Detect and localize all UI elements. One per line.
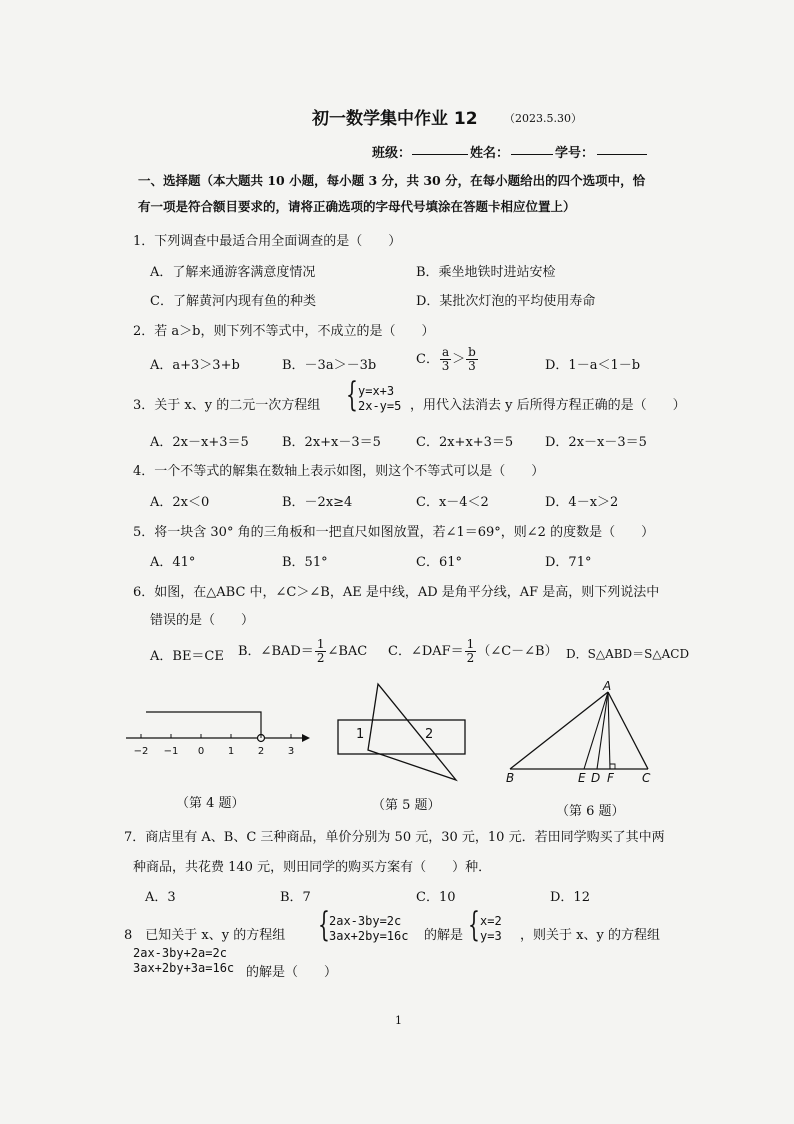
number-label: 学号： [555, 146, 595, 161]
q3-stem-pre: 3．关于 x、y 的二元一次方程组 [133, 398, 321, 413]
name-blank[interactable] [511, 142, 553, 155]
q4-option-a[interactable]: A．2x＜0 [150, 495, 210, 510]
point-a: A [603, 679, 612, 693]
fig4-number-line [118, 700, 318, 760]
q6-option-a[interactable]: A．BE＝CE [150, 649, 224, 664]
q6-c-half: $\frac{1}{2}$ [466, 637, 475, 665]
q6-option-d[interactable]: D．S△ABD＝S△ACD [566, 647, 690, 661]
fig5-label-2: 2 [425, 727, 434, 742]
q8-stem-post: ，则关于 x、y 的方程组 [520, 928, 660, 943]
q6-stem-line2: 错误的是（ ） [150, 613, 255, 628]
right-angle-mark [610, 764, 615, 769]
fig5-triangle-ruler [330, 678, 470, 786]
q8-solution: x=2 y=3 [480, 914, 502, 943]
q1-option-a[interactable]: A．了解来通游客满意度情况 [150, 265, 316, 280]
section-heading-line2: 有一项是符合额目要求的，请将正确选项的字母代号填涂在答题卡相应位置上） [138, 199, 576, 214]
q4-option-d[interactable]: D．4－x＞2 [545, 495, 619, 510]
q2-option-c[interactable]: C． $\frac{a}{3}$ ＞ $\frac{b}{3}$ [416, 345, 476, 373]
q8-system-2: 2ax-3by+2a=2c 3ax+2by+3a=16c [133, 946, 235, 975]
tick-label: 2 [257, 746, 265, 757]
q7-option-b[interactable]: B．7 [280, 890, 311, 905]
q3-option-b[interactable]: B．2x+x－3＝5 [282, 435, 381, 450]
class-blank[interactable] [412, 142, 468, 155]
q2-option-b[interactable]: B．－3a＞－3b [282, 358, 377, 373]
tick-label: 0 [197, 746, 205, 757]
q5-option-c[interactable]: C．61° [416, 555, 462, 570]
q7-option-a[interactable]: A．3 [145, 890, 176, 905]
q8-tail: 的解是（ ） [246, 965, 338, 980]
fig4-caption: （第 4 题） [176, 796, 245, 811]
q7-stem-line2: 种商品，共花费 140 元，则田同学的购买方案有（ ）种． [133, 860, 492, 875]
assignment-date: （2023.5.30） [504, 112, 582, 125]
side-ac [608, 692, 648, 769]
name-label: 姓名： [470, 146, 510, 161]
q2-c-fraction-b: $\frac{b}{3}$ [468, 345, 476, 373]
q3-option-c[interactable]: C．2x+x+3＝5 [416, 435, 514, 450]
number-line-arrow [302, 734, 310, 742]
q3-system: y=x+3 2x-y=5 [358, 384, 402, 413]
tick-label: −2 [133, 746, 149, 757]
q5-stem: 5．将一块含 30° 角的三角板和一把直尺如图放置，若∠1＝69°，则∠2 的度数是（ ） [133, 525, 655, 540]
side-ab [510, 692, 608, 769]
q2-stem: 2．若 a＞b，则下列不等式中，不成立的是（ ） [133, 324, 435, 339]
q2-option-d[interactable]: D．1－a＜1－b [545, 358, 641, 373]
q5-option-b[interactable]: B．51° [282, 555, 328, 570]
tick-label: −1 [163, 746, 179, 757]
page-number: 1 [395, 1014, 402, 1027]
q1-option-b[interactable]: B．乘坐地铁时进站安检 [416, 265, 556, 280]
section-heading-line1: 一、选择题（本大题共 10 小题，每小题 3 分，共 30 分，在每小题给出的四个选项中，恰 [138, 173, 646, 188]
fig5-caption: （第 5 题） [372, 798, 441, 813]
q5-option-d[interactable]: D．71° [545, 555, 592, 570]
solution-ray [146, 712, 261, 734]
fig5-label-1: 1 [356, 727, 365, 742]
q6-stem-line1: 6．如图，在△ABC 中，∠C＞∠B，AE 是中线，AD 是角平分线，AF 是高，则下列说法中 [133, 585, 660, 600]
q3-stem-post: ，用代入法消去 y 后所得方程正确的是（ ） [410, 398, 686, 413]
q8-system-1: 2ax-3by=2c 3ax+2by=16c [329, 914, 409, 943]
point-d: D [591, 771, 601, 785]
q5-option-a[interactable]: A．41° [150, 555, 196, 570]
q6-option-b[interactable]: B．∠BAD＝ $\frac{1}{2}$ ∠BAC [238, 637, 368, 665]
q2-option-a[interactable]: A．a+3＞3+b [150, 358, 240, 373]
point-b: B [506, 771, 515, 785]
q4-stem: 4．一个不等式的解集在数轴上表示如图，则这个不等式可以是（ ） [133, 464, 545, 479]
q7-option-d[interactable]: D．12 [550, 890, 590, 905]
q1-stem: 1．下列调查中最适合用全面调查的是（ ） [133, 234, 402, 249]
fig6-triangle-abc [500, 678, 670, 786]
q3-brace: { [346, 375, 358, 415]
bisector-ad [597, 692, 608, 769]
point-c: C [642, 771, 651, 785]
q6-option-c[interactable]: C．∠DAF＝ $\frac{1}{2}$ （∠C－∠B） [388, 637, 558, 665]
q2-c-fraction-a: $\frac{a}{3}$ [441, 345, 450, 373]
q1-option-d[interactable]: D．某批次灯泡的平均使用寿命 [416, 294, 596, 309]
q1-option-c[interactable]: C．了解黄河内现有鱼的种类 [150, 294, 316, 309]
q7-option-c[interactable]: C．10 [416, 890, 456, 905]
q8-stem-pre: 8 已知关于 x、y 的方程组 [124, 928, 286, 943]
fig6-caption: （第 6 题） [556, 804, 625, 819]
page-title: 初一数学集中作业 12 [312, 109, 478, 129]
q6-b-half: $\frac{1}{2}$ [316, 637, 325, 665]
point-f: F [607, 771, 614, 785]
q3-option-d[interactable]: D．2x－x－3＝5 [545, 435, 647, 450]
q8-mid: 的解是 [424, 928, 464, 943]
tick-label: 3 [287, 746, 295, 757]
point-e: E [578, 771, 586, 785]
q4-option-b[interactable]: B．－2x≥4 [282, 495, 353, 510]
q8-brace-1: { [318, 905, 330, 945]
altitude-af [608, 692, 610, 769]
q3-option-a[interactable]: A．2x－x+3＝5 [150, 435, 249, 450]
q4-option-c[interactable]: C．x－4＜2 [416, 495, 489, 510]
class-label: 班级： [372, 146, 412, 161]
number-blank[interactable] [597, 142, 647, 155]
q7-stem-line1: 7．商店里有 A、B、C 三种商品，单价分别为 50 元，30 元，10 元．若田同学购买了其中两 [124, 830, 665, 845]
q2-c-label: C． [416, 352, 439, 367]
tick-label: 1 [227, 746, 235, 757]
set-square-triangle [368, 684, 456, 780]
q8-brace-2: { [468, 905, 480, 945]
median-ae [584, 692, 608, 769]
